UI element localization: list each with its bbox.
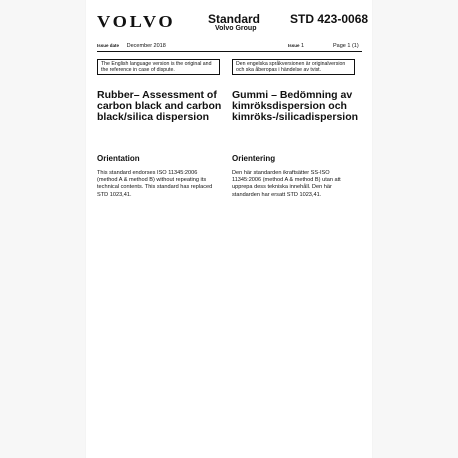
standard-label: Standard: [208, 12, 261, 26]
issue-number: 1: [301, 43, 305, 49]
orientation-heading-swedish: Orientering: [232, 154, 276, 163]
notice-english: The English language version is the original and the reference in case of dispute.: [97, 59, 220, 75]
document-number: STD 423-0068: [290, 12, 369, 26]
title-english: Rubber– Assessment of carbon black and carbon black/silica dispersion: [97, 89, 222, 123]
header-divider: [97, 51, 362, 52]
title-swedish: Gummi – Bedömning av kimröksdispersion och kimröks-/silicadispersion: [232, 89, 359, 123]
issue-date-value: December 2018: [126, 43, 166, 49]
issue-row: [288, 44, 304, 50]
orientation-text-english: This standard endorses ISO 11345:2006 (method A & method B) without repeating its technical contents. This standard has replaced STD 1023,41.: [97, 170, 213, 198]
issue-date-row: [97, 44, 166, 50]
orientation-text-swedish: Den här standarden ikraftsätter SS-ISO 11345:2006 (method A & method B) utan att upprepa dess tekniska innehåll. Den här standarden har ersatt STD 1023,41.: [232, 170, 341, 198]
page-number: Page 1 (1): [333, 43, 359, 49]
notice-swedish: Den engelska språkversionen är originalversion och ska åberopas i händelse av tvist.: [232, 59, 355, 75]
issue-date-label: Issue date: [97, 43, 120, 48]
orientation-heading-english: Orientation: [97, 154, 140, 163]
group-label: Volvo Group: [215, 25, 257, 32]
volvo-logo: VOLVO: [97, 12, 176, 31]
issue-label: Issue: [288, 43, 300, 48]
